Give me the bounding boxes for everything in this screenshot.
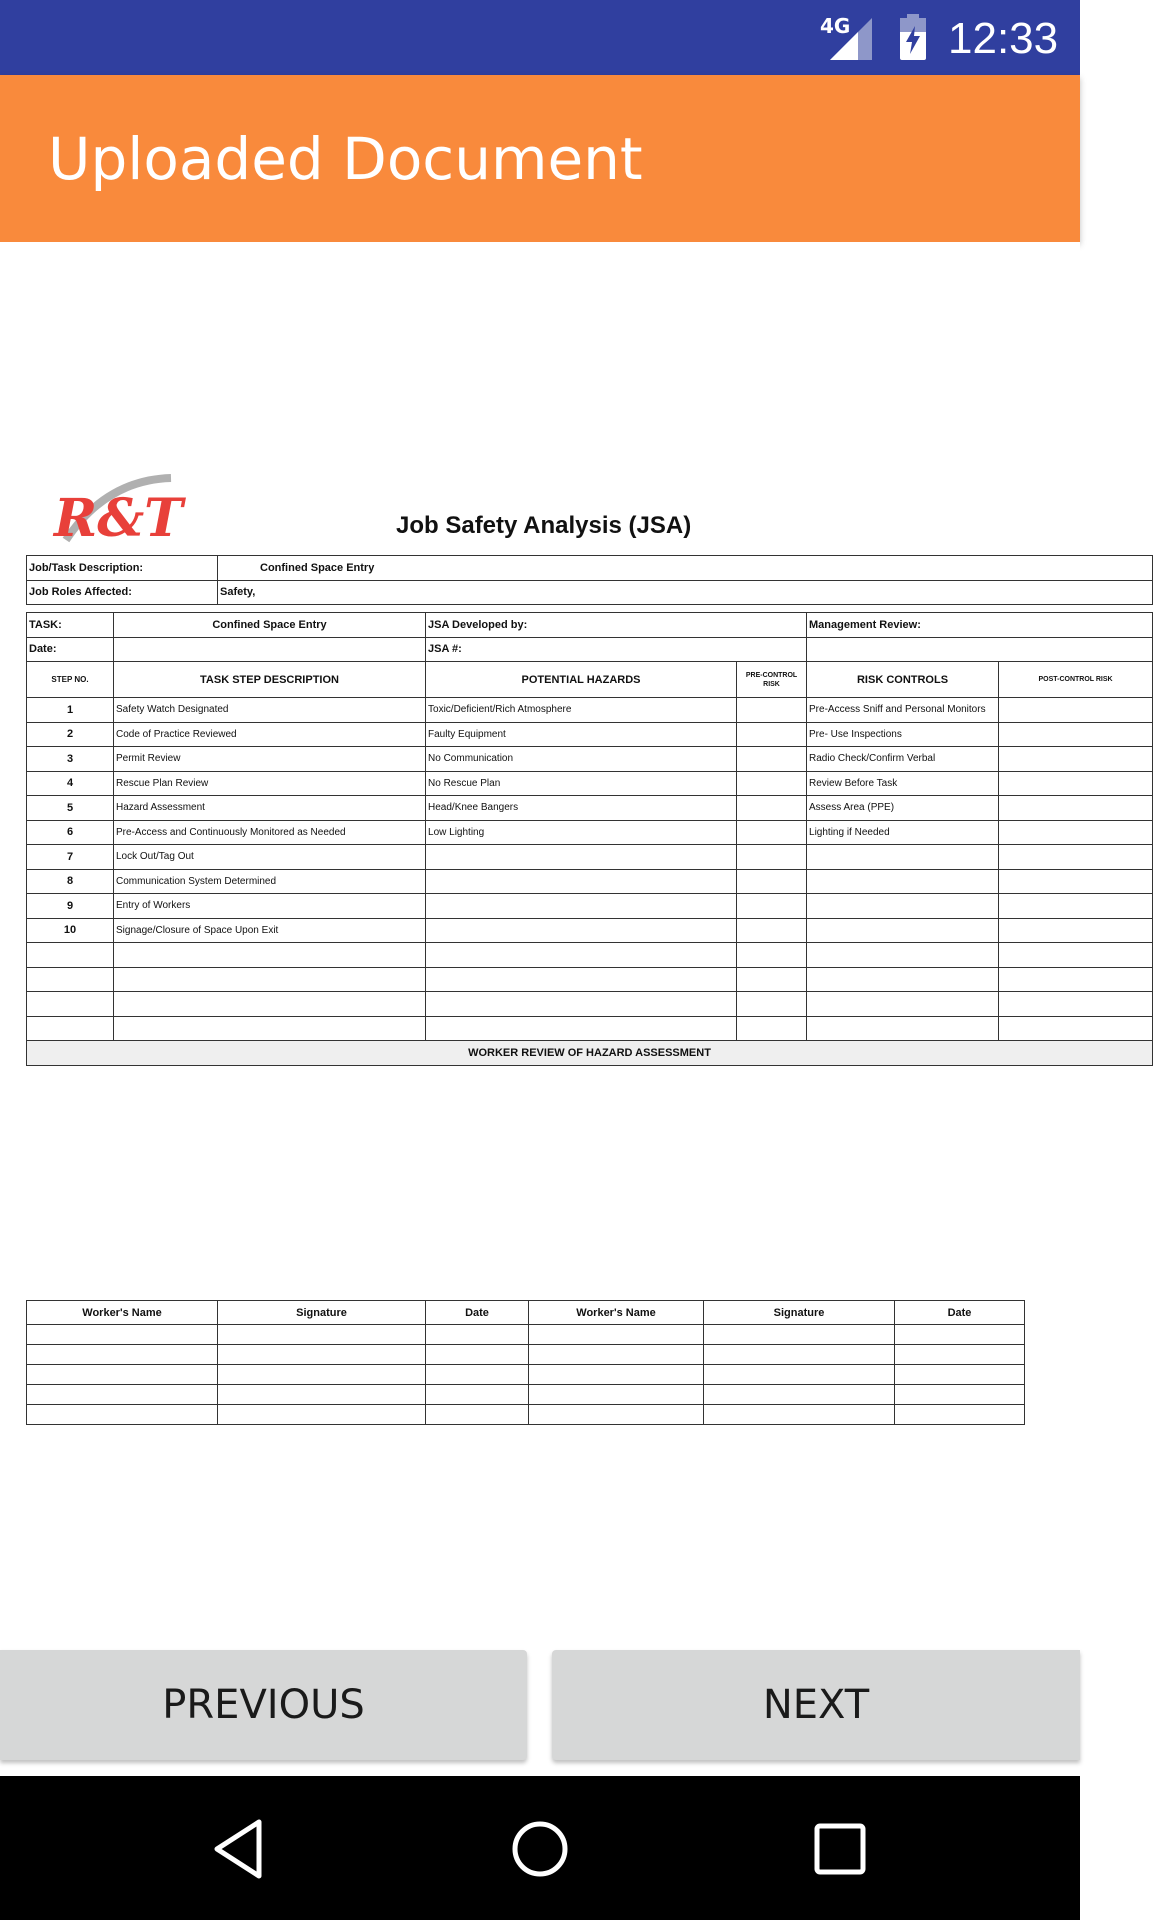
- worker-cell: [704, 1405, 895, 1425]
- task-step-header: TASK STEP DESCRIPTION: [114, 662, 426, 698]
- step-hazard: [426, 894, 737, 919]
- table-row: [27, 796, 1153, 821]
- step-hazard: [426, 869, 737, 894]
- worker-column-header: Date: [895, 1301, 1025, 1325]
- worker-row: [27, 1325, 1025, 1345]
- worker-cell: [529, 1405, 704, 1425]
- table-row: [27, 992, 1153, 1017]
- step-number: 1: [27, 698, 114, 723]
- worker-cell: [218, 1385, 426, 1405]
- job-roles-value: Safety,: [218, 580, 1153, 605]
- navigation-bar: [0, 1776, 1080, 1920]
- battery-charging-icon: [898, 14, 928, 60]
- job-roles-label: Job Roles Affected:: [27, 580, 218, 605]
- worker-cell: [529, 1345, 704, 1365]
- post-control-cell: [999, 845, 1153, 870]
- task-label: TASK:: [27, 613, 114, 638]
- pre-control-cell: [737, 820, 807, 845]
- developed-by-label: JSA Developed by:: [426, 613, 807, 638]
- pre-control-cell: [737, 992, 807, 1017]
- step-hazard: Toxic/Deficient/Rich Atmosphere: [426, 698, 737, 723]
- step-description: [114, 1016, 426, 1041]
- jsa-number-label: JSA #:: [426, 637, 807, 662]
- worker-cell: [426, 1365, 529, 1385]
- table-row: [27, 894, 1153, 919]
- step-number: [27, 992, 114, 1017]
- step-control: Pre- Use Inspections: [807, 722, 999, 747]
- job-task-label: Job/Task Description:: [27, 556, 218, 581]
- worker-cell: [27, 1385, 218, 1405]
- worker-cell: [529, 1385, 704, 1405]
- pre-control-cell: [737, 943, 807, 968]
- pre-control-cell: [737, 918, 807, 943]
- previous-button[interactable]: PREVIOUS: [0, 1650, 527, 1760]
- post-control-header: POST-CONTROL RISK: [999, 662, 1153, 698]
- post-control-cell: [999, 771, 1153, 796]
- step-number: 7: [27, 845, 114, 870]
- worker-row: [27, 1345, 1025, 1365]
- table-row: [27, 869, 1153, 894]
- worker-cell: [704, 1325, 895, 1345]
- post-control-cell: [999, 796, 1153, 821]
- worker-review-table: [26, 1300, 1025, 1425]
- task-value: Confined Space Entry: [114, 613, 426, 638]
- step-control: [807, 992, 999, 1017]
- table-row: [27, 698, 1153, 723]
- worker-cell: [27, 1325, 218, 1345]
- steps-body: [27, 698, 1153, 1041]
- post-control-cell: [999, 747, 1153, 772]
- recents-icon[interactable]: [805, 1814, 875, 1884]
- step-number: 5: [27, 796, 114, 821]
- worker-cell: [704, 1345, 895, 1365]
- step-number: [27, 967, 114, 992]
- document-viewer[interactable]: [0, 242, 1113, 1642]
- worker-column-header: Date: [426, 1301, 529, 1325]
- step-hazard: [426, 992, 737, 1017]
- step-number: 9: [27, 894, 114, 919]
- table-row: [27, 722, 1153, 747]
- step-control: Pre-Access Sniff and Personal Monitors: [807, 698, 999, 723]
- app-bar: [0, 75, 1080, 242]
- post-control-cell: [999, 967, 1153, 992]
- home-icon[interactable]: [505, 1814, 575, 1884]
- pre-control-cell: [737, 796, 807, 821]
- worker-cell: [529, 1365, 704, 1385]
- step-description: [114, 943, 426, 968]
- worker-cell: [895, 1405, 1025, 1425]
- step-hazard: No Rescue Plan: [426, 771, 737, 796]
- step-control: Lighting if Needed: [807, 820, 999, 845]
- worker-cell: [218, 1345, 426, 1365]
- pre-control-cell: [737, 771, 807, 796]
- step-hazard: No Communication: [426, 747, 737, 772]
- step-control: Radio Check/Confirm Verbal: [807, 747, 999, 772]
- step-number: 6: [27, 820, 114, 845]
- step-description: Entry of Workers: [114, 894, 426, 919]
- step-description: Lock Out/Tag Out: [114, 845, 426, 870]
- worker-cell: [895, 1385, 1025, 1405]
- step-number: [27, 943, 114, 968]
- document-title: Job Safety Analysis (JSA): [396, 512, 692, 539]
- step-description: Permit Review: [114, 747, 426, 772]
- worker-cell: [218, 1365, 426, 1385]
- step-control: [807, 1016, 999, 1041]
- pre-control-cell: [737, 967, 807, 992]
- table-row: [27, 943, 1153, 968]
- post-control-cell: [999, 698, 1153, 723]
- step-description: Hazard Assessment: [114, 796, 426, 821]
- step-hazard: Faulty Equipment: [426, 722, 737, 747]
- post-control-cell: [999, 943, 1153, 968]
- post-control-cell: [999, 992, 1153, 1017]
- worker-cell: [426, 1325, 529, 1345]
- step-hazard: Low Lighting: [426, 820, 737, 845]
- step-control: [807, 967, 999, 992]
- step-number: 4: [27, 771, 114, 796]
- post-control-cell: [999, 894, 1153, 919]
- step-description: Communication System Determined: [114, 869, 426, 894]
- step-description: Code of Practice Reviewed: [114, 722, 426, 747]
- page-title: Uploaded Document: [48, 125, 643, 193]
- worker-cell: [27, 1365, 218, 1385]
- worker-cell: [27, 1345, 218, 1365]
- worker-row: [27, 1405, 1025, 1425]
- worker-cell: [218, 1405, 426, 1425]
- step-hazard: [426, 918, 737, 943]
- step-control: Review Before Task: [807, 771, 999, 796]
- worker-review-title: WORKER REVIEW OF HAZARD ASSESSMENT: [27, 1041, 1153, 1066]
- step-hazard: [426, 967, 737, 992]
- table-row: [27, 967, 1153, 992]
- worker-cell: [895, 1325, 1025, 1345]
- step-description: Safety Watch Designated: [114, 698, 426, 723]
- worker-cell: [426, 1385, 529, 1405]
- post-control-cell: [999, 869, 1153, 894]
- worker-cell: [529, 1325, 704, 1345]
- logo-text: R&T: [54, 488, 183, 549]
- worker-column-header: Signature: [218, 1301, 426, 1325]
- step-control: [807, 943, 999, 968]
- company-logo: [46, 470, 183, 549]
- table-row: [27, 771, 1153, 796]
- step-control: Assess Area (PPE): [807, 796, 999, 821]
- worker-cell: [704, 1365, 895, 1385]
- job-task-value: Confined Space Entry: [218, 556, 1153, 581]
- worker-cell: [218, 1325, 426, 1345]
- risk-controls-header: RISK CONTROLS: [807, 662, 999, 698]
- step-description: Pre-Access and Continuously Monitored as Needed: [114, 820, 426, 845]
- step-control: [807, 894, 999, 919]
- pre-control-cell: [737, 869, 807, 894]
- hazards-header: POTENTIAL HAZARDS: [426, 662, 737, 698]
- worker-cell: [704, 1385, 895, 1405]
- worker-cell: [426, 1345, 529, 1365]
- table-row: [27, 918, 1153, 943]
- post-control-cell: [999, 918, 1153, 943]
- worker-column-header: Signature: [704, 1301, 895, 1325]
- table-row: [27, 820, 1153, 845]
- pre-control-cell: [737, 845, 807, 870]
- worker-column-header: Worker's Name: [529, 1301, 704, 1325]
- table-row: [27, 845, 1153, 870]
- worker-cell: [27, 1405, 218, 1425]
- status-bar: [0, 0, 1080, 75]
- date-label: Date:: [27, 637, 114, 662]
- worker-cell: [895, 1365, 1025, 1385]
- step-hazard: Head/Knee Bangers: [426, 796, 737, 821]
- jsa-form-table: [26, 555, 1153, 1066]
- step-description: [114, 992, 426, 1017]
- clock: 12:33: [948, 14, 1059, 63]
- step-number: 10: [27, 918, 114, 943]
- network-type-label: 4G: [820, 14, 851, 38]
- step-number: 8: [27, 869, 114, 894]
- step-control: [807, 845, 999, 870]
- pre-control-cell: [737, 698, 807, 723]
- post-control-cell: [999, 1016, 1153, 1041]
- step-number: [27, 1016, 114, 1041]
- step-description: [114, 967, 426, 992]
- worker-row: [27, 1365, 1025, 1385]
- pre-control-cell: [737, 722, 807, 747]
- step-hazard: [426, 845, 737, 870]
- post-control-cell: [999, 722, 1153, 747]
- step-description: Signage/Closure of Space Upon Exit: [114, 918, 426, 943]
- step-number: 3: [27, 747, 114, 772]
- worker-column-header: Worker's Name: [27, 1301, 218, 1325]
- worker-cell: [426, 1405, 529, 1425]
- back-icon[interactable]: [203, 1814, 273, 1884]
- table-row: [27, 747, 1153, 772]
- step-hazard: [426, 943, 737, 968]
- pre-control-cell: [737, 894, 807, 919]
- step-control: [807, 869, 999, 894]
- step-number: 2: [27, 722, 114, 747]
- step-description: Rescue Plan Review: [114, 771, 426, 796]
- management-review-label: Management Review:: [807, 613, 1153, 638]
- pre-control-header: PRE-CONTROL RISK: [737, 662, 807, 698]
- step-control: [807, 918, 999, 943]
- step-hazard: [426, 1016, 737, 1041]
- pre-control-cell: [737, 747, 807, 772]
- table-row: [27, 1016, 1153, 1041]
- cellular-signal-icon: [820, 16, 874, 60]
- worker-cell: [895, 1345, 1025, 1365]
- step-no-header: STEP NO.: [27, 662, 114, 698]
- worker-row: [27, 1385, 1025, 1405]
- pre-control-cell: [737, 1016, 807, 1041]
- next-button[interactable]: NEXT: [552, 1650, 1080, 1760]
- post-control-cell: [999, 820, 1153, 845]
